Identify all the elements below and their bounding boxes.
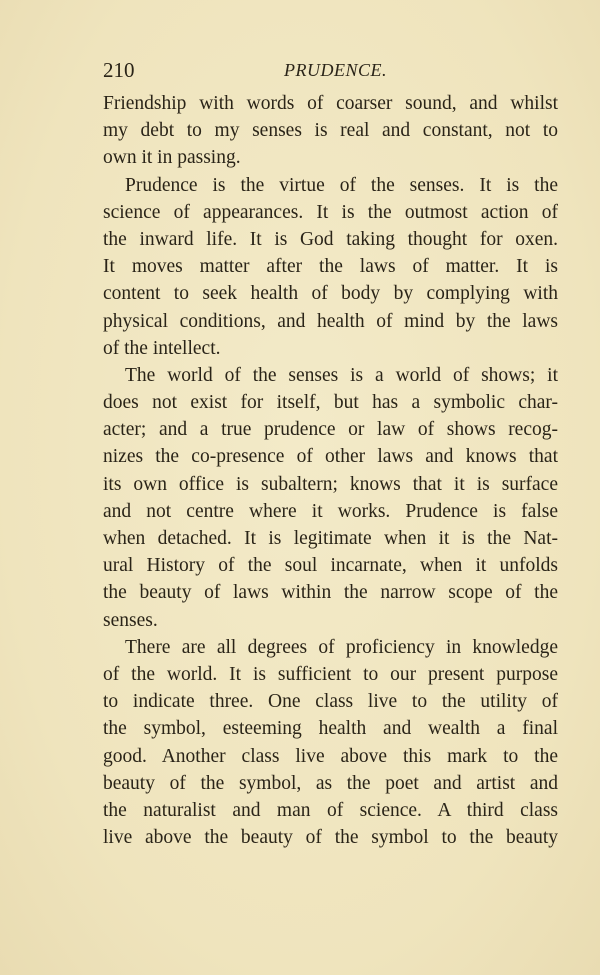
text-line: good. Another class live above this mark to the bbox=[103, 745, 558, 767]
running-title: PRUDENCE. bbox=[284, 60, 387, 80]
body-text bbox=[103, 90, 558, 851]
text-line: own it in passing. bbox=[103, 147, 241, 169]
text-line: senses. bbox=[103, 609, 158, 631]
text-line: and not centre where it works. Prudence is false bbox=[103, 500, 558, 522]
text-line: There are all degrees of proficiency in knowledge bbox=[125, 636, 558, 658]
text-line: The world of the senses is a world of shows; it bbox=[125, 364, 558, 386]
text-line: live above the beauty of the symbol to the beauty bbox=[103, 827, 558, 849]
text-line: It moves matter after the laws of matter. It is bbox=[103, 256, 558, 278]
text-line: my debt to my senses is real and constant, not to bbox=[103, 120, 558, 142]
text-line: of the world. It is sufficient to our present purpose bbox=[103, 663, 558, 685]
text-line: to indicate three. One class live to the utility of bbox=[103, 691, 558, 713]
page-header bbox=[103, 58, 558, 88]
text-line: Friendship with words of coarser sound, and whilst bbox=[103, 93, 558, 114]
text-line: the inward life. It is God taking thought for oxen. bbox=[103, 228, 558, 250]
text-line: nizes the co-presence of other laws and knows that bbox=[103, 446, 558, 468]
text-line: the beauty of laws within the narrow scope of the bbox=[103, 582, 558, 604]
text-line: content to seek health of body by complying with bbox=[103, 283, 558, 305]
text-line: of the intellect. bbox=[103, 337, 221, 359]
text-line: science of appearances. It is the outmost action of bbox=[103, 201, 558, 223]
text-line: the symbol, esteeming health and wealth a final bbox=[103, 718, 558, 740]
text-line: Prudence is the virtue of the senses. It is the bbox=[125, 174, 558, 196]
text-line: the naturalist and man of science. A third class bbox=[103, 799, 558, 821]
text-line: beauty of the symbol, as the poet and artist and bbox=[103, 772, 558, 794]
text-line: its own office is subaltern; knows that it is surface bbox=[103, 473, 558, 495]
page-number: 210 bbox=[103, 58, 135, 82]
text-line: does not exist for itself, but has a symbolic char- bbox=[103, 392, 558, 414]
text-line: ural History of the soul incarnate, when it unfolds bbox=[103, 555, 558, 577]
text-line: acter; and a true prudence or law of shows recog- bbox=[103, 419, 558, 441]
text-line: physical conditions, and health of mind by the laws bbox=[103, 310, 558, 332]
text-line: when detached. It is legitimate when it is the Nat- bbox=[103, 528, 558, 549]
